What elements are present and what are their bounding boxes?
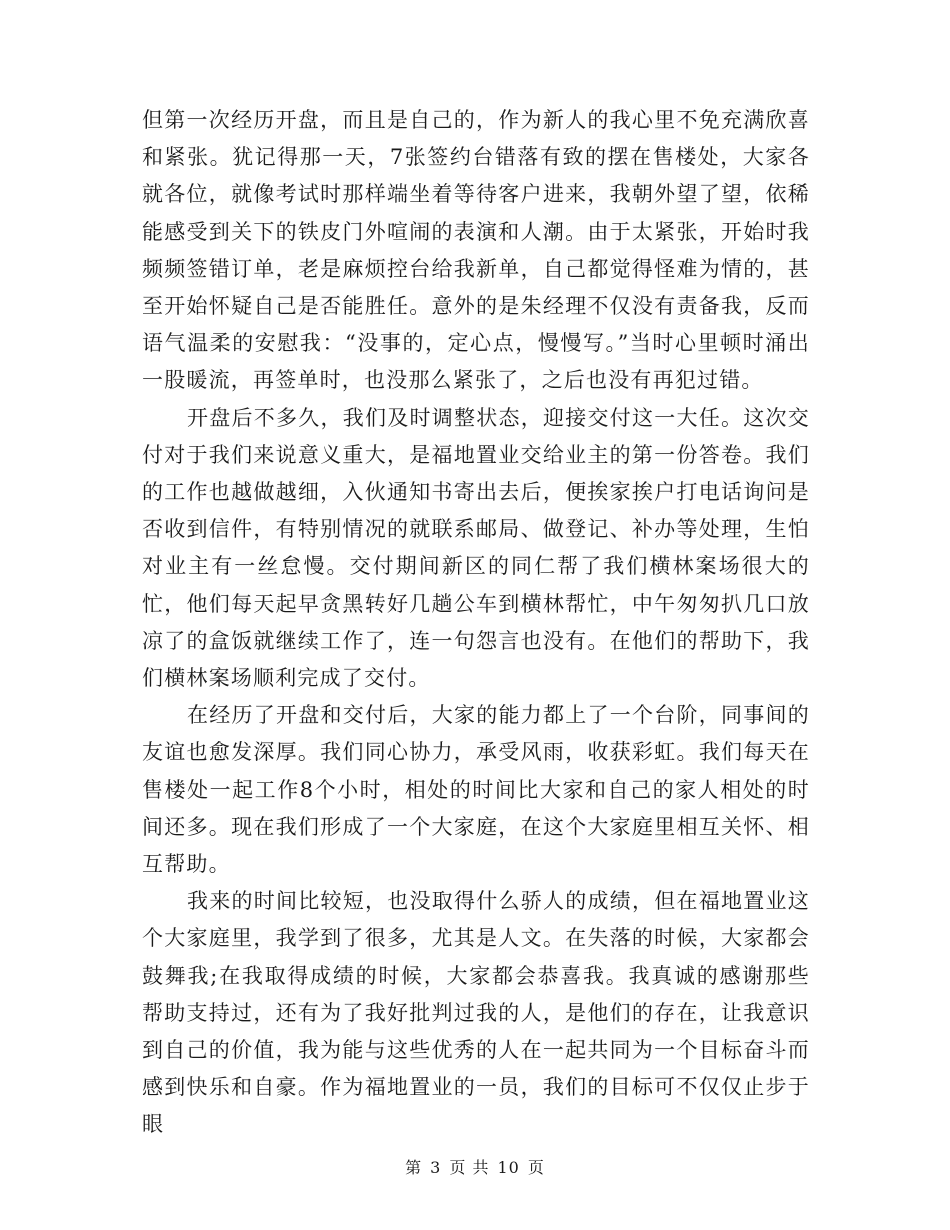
- paragraph-3: 在经历了开盘和交付后，大家的能力都上了一个台阶，同事间的友谊也愈发深厚。我们同心协力，承受风雨，收获彩虹。我们每天在售楼处一起工作8个小时，相处的时间比大家和自己的家人相处的时间还多。现在我们形成了一个大家庭，在这个大家庭里相互关怀、相互帮助。: [142, 703, 810, 877]
- paragraph-4: 我来的时间比较短，也没取得什么骄人的成绩，但在福地置业这个大家庭里，我学到了很多，尤其是人文。在失落的时候，大家都会鼓舞我;在我取得成绩的时候，大家都会恭喜我。我真诚的感谢那些帮助支持过，还有为了我好批判过我的人，是他们的存在，让我意识到自己的价值，我为能与这些优秀的人在一起共同为一个目标奋斗而感到快乐和自豪。作为福地置业的一员，我们的目标可不仅仅止步于眼: [142, 889, 810, 1137]
- body-text: [142, 102, 810, 1144]
- paragraph-2: 开盘后不多久，我们及时调整状态，迎接交付这一大任。这次交付对于我们来说意义重大，是福地置业交给业主的第一份答卷。我们的工作也越做越细，入伙通知书寄出去后，便挨家挨户打电话询问是否收到信件，有特别情况的就联系邮局、做登记、补办等处理，生怕对业主有一丝怠慢。交付期间新区的同仁帮了我们横林案场很大的忙，他们每天起早贪黑转好几趟公车到横林帮忙，中午匆匆扒几口放凉了的盒饭就继续工作了，连一句怨言也没有。在他们的帮助下，我 们横林案场顺利完成了交付。: [142, 405, 810, 691]
- paragraph-1: 但第一次经历开盘，而且是自己的，作为新人的我心里不免充满欣喜和紧张。犹记得那一天，7张签约台错落有致的摆在售楼处，大家各就各位，就像考试时那样端坐着等待客户进来，我朝外望了望，依稀能感受到关下的铁皮门外喧闹的表演和人潮。由于太紧张，开始时我频频签错订单，老是麻烦控台给我新单，自己都觉得怪难为情的，甚至开始怀疑自己是否能胜任。意外的是朱经理不仅没有责备我，反而语气温柔的安慰我：“没事的，定心点，慢慢写。”当时心里顿时涌出一股暖流，再签单时，也没那么紧张了，之后也没有再犯过错。: [142, 108, 810, 393]
- footer-total-pages: 10: [497, 1158, 520, 1177]
- footer-prefix: 第: [405, 1158, 423, 1177]
- footer-middle: 页 共: [449, 1158, 490, 1177]
- footer-current-page: 3: [430, 1158, 442, 1177]
- footer-suffix: 页: [527, 1158, 545, 1177]
- page-footer: [0, 1155, 950, 1178]
